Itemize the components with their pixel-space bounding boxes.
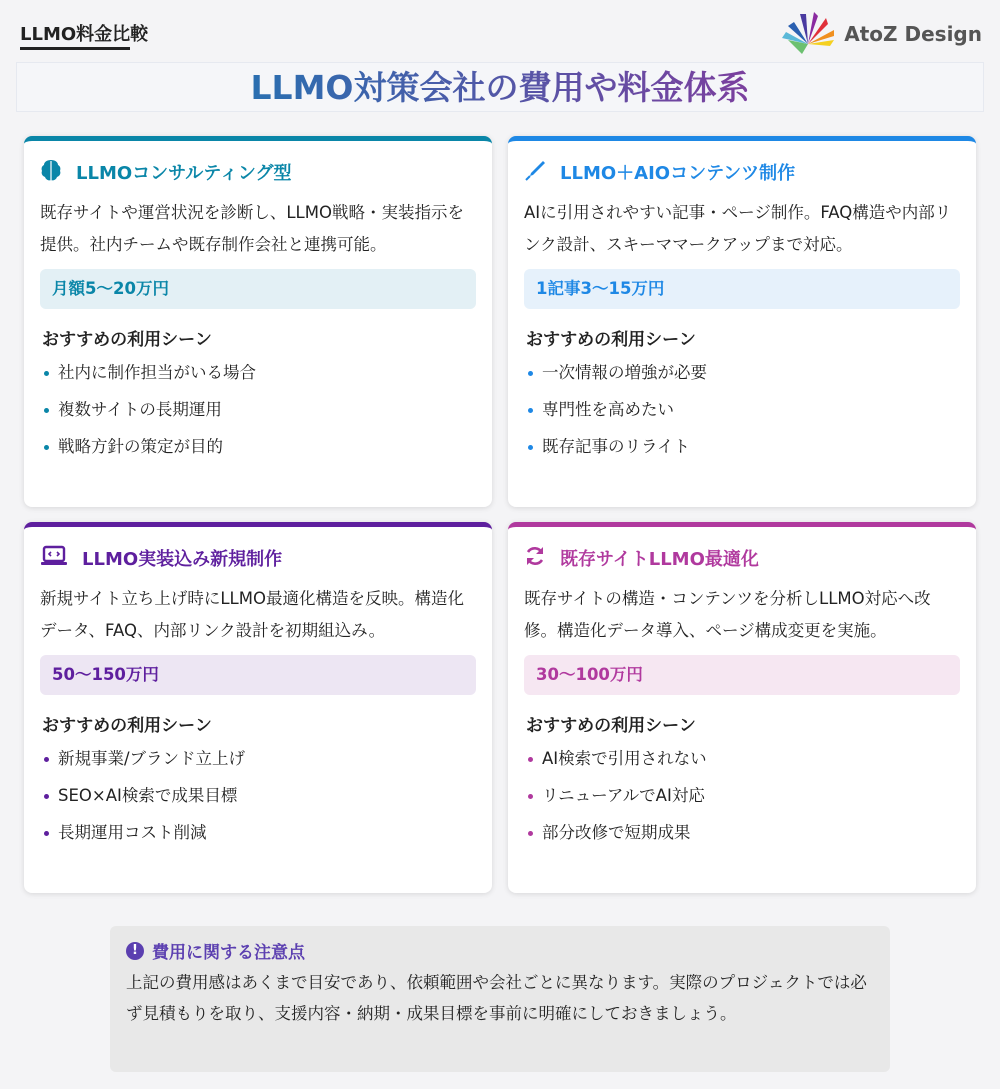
notice-box [110, 926, 890, 1072]
plan-card [508, 136, 976, 507]
list-item: 戦略方針の策定が目的 [40, 428, 476, 465]
pen-icon [524, 159, 546, 185]
price-badge: 月額5〜20万円 [40, 269, 476, 309]
brain-icon [40, 158, 62, 186]
scene-heading: おすすめの利用シーン [526, 330, 696, 350]
card-title: LLMO＋AIOコンテンツ制作 [560, 163, 796, 184]
list-item: 複数サイトの長期運用 [40, 391, 476, 428]
scene-heading: おすすめの利用シーン [42, 330, 212, 350]
list-item: 部分改修で短期成果 [524, 814, 960, 851]
list-item: 専門性を高めたい [524, 391, 960, 428]
list-item: 既存記事のリライト [524, 428, 960, 465]
card-title: LLMO実装込み新規制作 [82, 549, 283, 570]
list-item: リニューアルでAI対応 [524, 777, 960, 814]
list-item: SEO×AI検索で成果目標 [40, 777, 476, 814]
list-item: 長期運用コスト削減 [40, 814, 476, 851]
laptop-code-icon [40, 545, 68, 571]
price-badge: 50〜150万円 [40, 655, 476, 695]
exclamation-icon: ! [126, 942, 144, 960]
refresh-icon [524, 545, 546, 571]
plan-card [508, 522, 976, 893]
notice-text: 上記の費用感はあくまで目安であり、依頼範囲や会社ごとに異なります。実際のプロジェクトでは必ず見積もりを取り、支援内容・納期・成果目標を事前に明確にしておきましょう。 [126, 973, 867, 1023]
card-description: 新規サイト立ち上げ時にLLMO最適化構造を反映。構造化データ、FAQ、内部リンク設計を初期組込み。 [40, 589, 464, 640]
card-description: 既存サイトの構造・コンテンツを分析しLLMO対応へ改修。構造化データ導入、ページ構成変更を実施。 [524, 589, 931, 640]
page-title: LLMO対策会社の費用や料金体系 [250, 68, 750, 107]
scene-list [524, 740, 960, 851]
label-underline [20, 47, 130, 50]
list-item: 一次情報の増強が必要 [524, 354, 960, 391]
title-banner [16, 62, 984, 112]
list-item: AI検索で引用されない [524, 740, 960, 777]
card-title: 既存サイトLLMO最適化 [560, 549, 759, 570]
scene-list [524, 354, 960, 465]
logo-text: AtoZ Design [844, 22, 982, 46]
logo-flower-icon [778, 10, 838, 58]
plan-card [24, 522, 492, 893]
card-description: 既存サイトや運営状況を診断し、LLMO戦略・実装指示を提供。社内チームや既存制作会社と連携可能。 [40, 203, 464, 254]
card-title: LLMOコンサルティング型 [76, 163, 292, 184]
logo [778, 10, 982, 58]
page-label: LLMO料金比較 [20, 24, 149, 45]
notice-heading: 費用に関する注意点 [152, 943, 305, 963]
scene-list [40, 740, 476, 851]
price-badge: 1記事3〜15万円 [524, 269, 960, 309]
plan-card [24, 136, 492, 507]
card-description: AIに引用されやすい記事・ページ制作。FAQ構造や内部リンク設計、スキーママークアップまで対応。 [524, 203, 952, 254]
scene-list [40, 354, 476, 465]
scene-heading: おすすめの利用シーン [526, 716, 696, 736]
list-item: 社内に制作担当がいる場合 [40, 354, 476, 391]
price-badge: 30〜100万円 [524, 655, 960, 695]
scene-heading: おすすめの利用シーン [42, 716, 212, 736]
list-item: 新規事業/ブランド立上げ [40, 740, 476, 777]
